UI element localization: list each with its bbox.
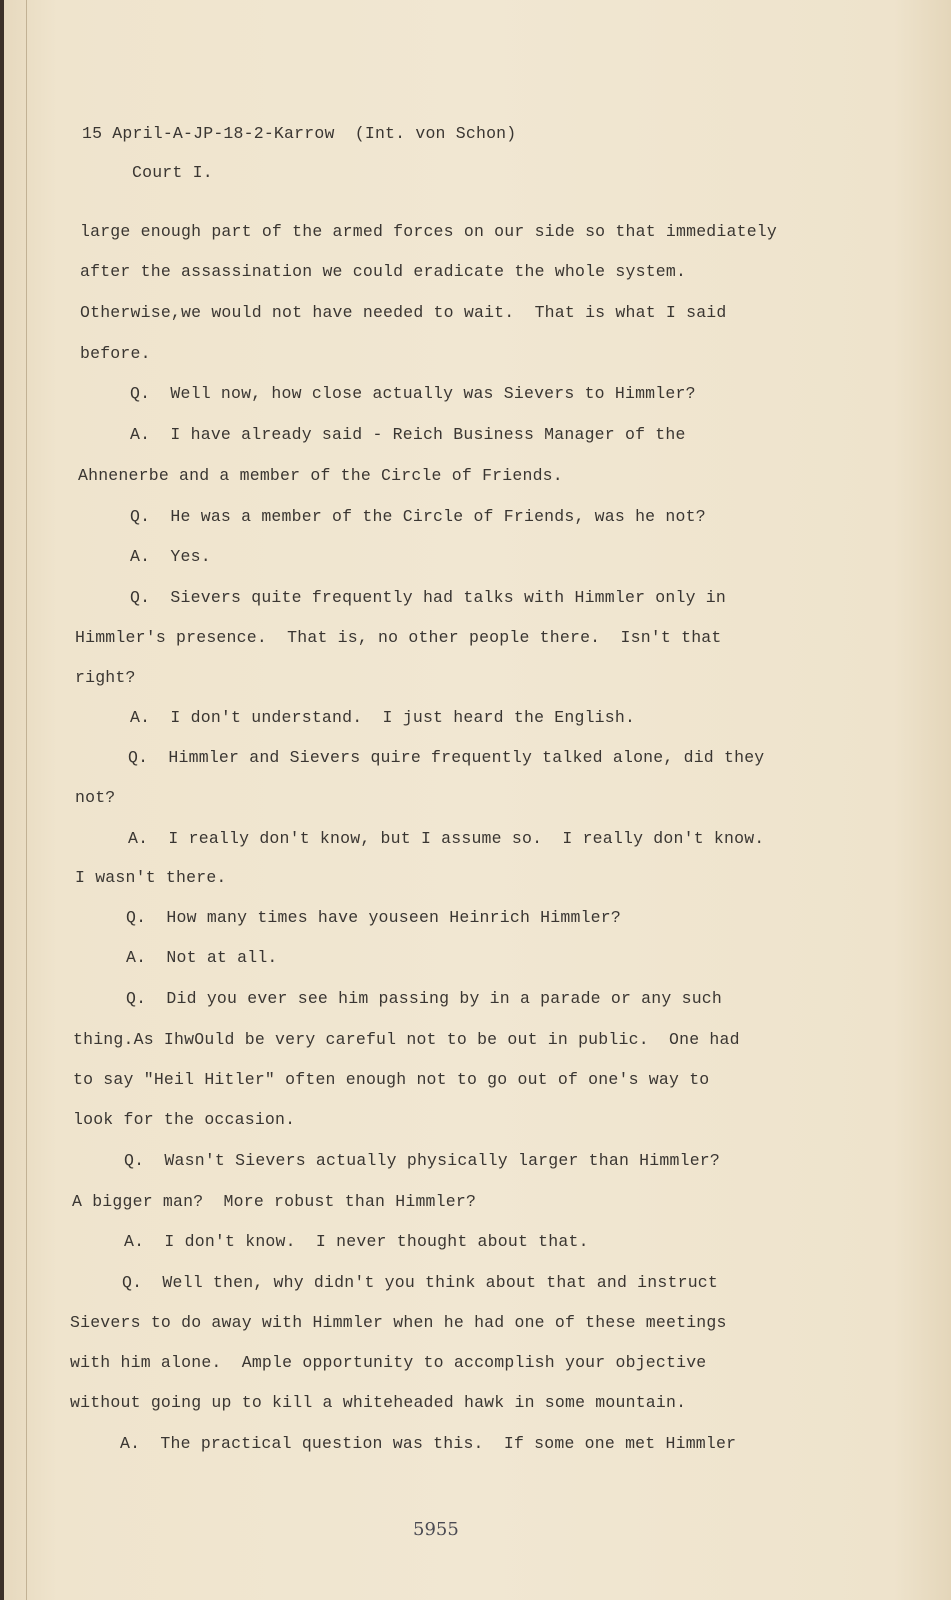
text-line: Ahnenerbe and a member of the Circle of Friends. [78, 466, 563, 485]
question-line: Q. Wasn't Sievers actually physically larger than Himmler? [124, 1151, 720, 1170]
text-line: I wasn't there. [75, 868, 227, 887]
text-line: right? [75, 668, 136, 687]
question-line: Q. Well now, how close actually was Sievers to Himmler? [130, 384, 696, 403]
answer-line: A. The practical question was this. If some one met Himmler [120, 1434, 737, 1453]
text-line: Sievers to do away with Himmler when he had one of these meetings [70, 1313, 727, 1332]
question-line: Q. How many times have youseen Heinrich Himmler? [126, 908, 621, 927]
text-line: without going up to kill a whiteheaded hawk in some mountain. [70, 1393, 687, 1412]
question-line: Q. Sievers quite frequently had talks with Himmler only in [130, 588, 726, 607]
answer-line: A. I really don't know, but I assume so. I really don't know. [128, 829, 765, 848]
text-line: to say "Heil Hitler" often enough not to go out of one's way to [73, 1070, 710, 1089]
text-line: not? [75, 788, 116, 807]
question-line: Q. Well then, why didn't you think about that and instruct [122, 1273, 718, 1292]
page-number: 5955 [413, 1519, 459, 1540]
header-reference: 15 April-A-JP-18-2-Karrow (Int. von Schon) [82, 124, 517, 143]
answer-line: A. I don't know. I never thought about that. [124, 1232, 589, 1251]
answer-line: A. Yes. [130, 547, 211, 566]
page-left-edge [0, 0, 4, 1600]
answer-line: A. I have already said - Reich Business Manager of the [130, 425, 686, 444]
text-line: with him alone. Ample opportunity to accomplish your objective [70, 1353, 707, 1372]
answer-line: A. I don't understand. I just heard the English. [130, 708, 636, 727]
court-label: Court I. [132, 163, 213, 182]
text-line: after the assassination we could eradicate the whole system. [80, 262, 687, 281]
text-line: large enough part of the armed forces on our side so that immediately [80, 222, 778, 241]
answer-line: A. Not at all. [126, 948, 278, 967]
text-line: look for the occasion. [73, 1110, 296, 1129]
question-line: Q. Did you ever see him passing by in a parade or any such [126, 989, 722, 1008]
text-line: Otherwise,we would not have needed to wait. That is what I said [80, 303, 727, 322]
text-line: A bigger man? More robust than Himmler? [72, 1192, 477, 1211]
question-line: Q. He was a member of the Circle of Friends, was he not? [130, 507, 706, 526]
page-fold-line [26, 0, 27, 1600]
question-line: Q. Himmler and Sievers quire frequently talked alone, did they [128, 748, 765, 767]
text-line: Himmler's presence. That is, no other people there. Isn't that [75, 628, 722, 647]
text-line: thing.As IhwOuld be very careful not to be out in public. One had [73, 1030, 740, 1049]
text-line: before. [80, 344, 151, 363]
